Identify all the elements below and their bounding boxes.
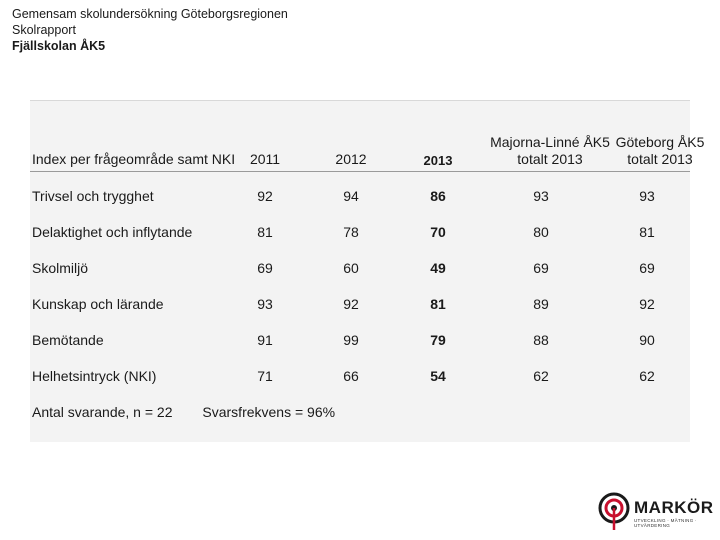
column-header-area-total: Majorna-Linné ÅK5 totalt 2013 bbox=[490, 134, 610, 167]
target-pin-icon bbox=[596, 492, 632, 532]
row-label: Kunskap och lärande bbox=[32, 296, 164, 312]
table-row bbox=[30, 180, 690, 216]
value-2012: 66 bbox=[343, 368, 359, 384]
logo-tagline: UTVECKLING · MÄTNING · UTVÄRDERING bbox=[634, 518, 697, 528]
table-header bbox=[30, 114, 705, 172]
row-label: Helhetsintryck (NKI) bbox=[32, 368, 157, 384]
value-2013: 81 bbox=[430, 296, 446, 312]
value-city-total: 69 bbox=[639, 260, 655, 276]
value-2013: 70 bbox=[430, 224, 446, 240]
value-2013: 86 bbox=[430, 188, 446, 204]
value-2013: 79 bbox=[430, 332, 446, 348]
respondent-count: Antal svarande, n = 22 bbox=[32, 404, 173, 420]
value-2012: 94 bbox=[343, 188, 359, 204]
value-2013: 54 bbox=[430, 368, 446, 384]
table-row bbox=[30, 288, 690, 324]
logo-wordmark: MARKÖR bbox=[634, 498, 714, 517]
row-label: Trivsel och trygghet bbox=[32, 188, 154, 204]
value-2011: 71 bbox=[257, 368, 273, 384]
row-label: Delaktighet och inflytande bbox=[32, 224, 193, 240]
value-2011: 69 bbox=[257, 260, 273, 276]
value-area-total: 69 bbox=[533, 260, 549, 276]
column-header-2013: 2013 bbox=[423, 153, 453, 168]
value-city-total: 93 bbox=[639, 188, 655, 204]
school-name: Fjällskolan ÅK5 bbox=[12, 39, 106, 53]
table-row bbox=[30, 360, 690, 396]
value-city-total: 92 bbox=[639, 296, 655, 312]
value-city-total: 90 bbox=[639, 332, 655, 348]
survey-title: Gemensam skolundersökning Göteborgsregionen bbox=[12, 7, 288, 21]
value-2012: 92 bbox=[343, 296, 359, 312]
report-header bbox=[12, 6, 288, 54]
value-area-total: 80 bbox=[533, 224, 549, 240]
row-label: Skolmiljö bbox=[32, 260, 89, 276]
results-table-panel bbox=[30, 100, 705, 442]
value-city-total: 62 bbox=[639, 368, 655, 384]
value-2012: 78 bbox=[343, 224, 359, 240]
table-row bbox=[30, 252, 690, 288]
value-2011: 81 bbox=[257, 224, 273, 240]
column-header-label: Index per frågeområde samt NKI bbox=[32, 151, 236, 167]
value-2011: 93 bbox=[257, 296, 273, 312]
table-footer bbox=[32, 404, 361, 420]
value-area-total: 62 bbox=[533, 368, 549, 384]
column-header-city-total: Göteborg ÅK5 totalt 2013 bbox=[615, 134, 705, 167]
markor-logo bbox=[596, 492, 716, 532]
table-body bbox=[30, 180, 690, 396]
table-row bbox=[30, 324, 690, 360]
value-city-total: 81 bbox=[639, 224, 655, 240]
table-row bbox=[30, 216, 690, 252]
column-header-2012: 2012 bbox=[335, 151, 367, 167]
value-2012: 60 bbox=[343, 260, 359, 276]
value-area-total: 93 bbox=[533, 188, 549, 204]
value-2011: 92 bbox=[257, 188, 273, 204]
value-2011: 91 bbox=[257, 332, 273, 348]
row-label: Bemötande bbox=[32, 332, 104, 348]
header-divider bbox=[30, 171, 690, 172]
value-area-total: 88 bbox=[533, 332, 549, 348]
value-2012: 99 bbox=[343, 332, 359, 348]
value-2013: 49 bbox=[430, 260, 446, 276]
top-divider bbox=[30, 100, 690, 101]
report-type: Skolrapport bbox=[12, 23, 76, 37]
value-area-total: 89 bbox=[533, 296, 549, 312]
column-header-2011: 2011 bbox=[249, 151, 281, 167]
response-rate: Svarsfrekvens = 96% bbox=[202, 404, 336, 420]
